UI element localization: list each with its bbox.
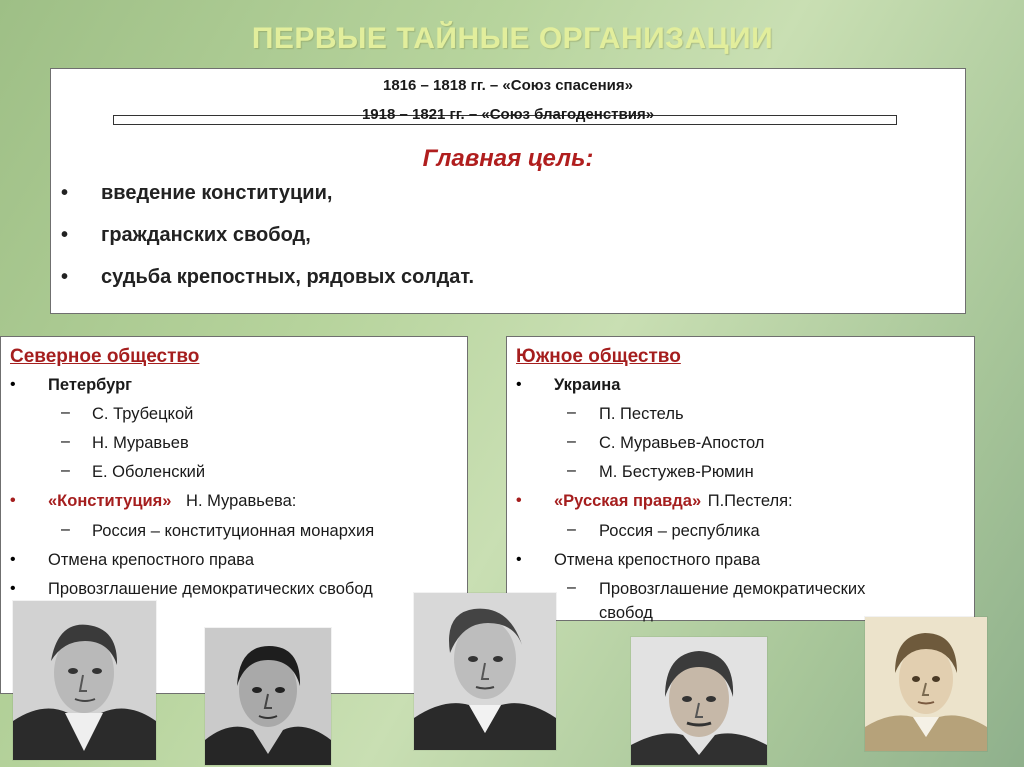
bullet: •: [516, 376, 522, 393]
portrait-trubetskoy: [13, 601, 156, 760]
union-welfare-line: 1918 – 1821 гг. – «Союз благоденствия»: [361, 106, 655, 123]
main-goal-heading: Главная цель:: [422, 145, 594, 172]
portrait-obolensky: [414, 593, 556, 750]
south-city: Украина: [554, 376, 621, 394]
south-document: [554, 491, 793, 511]
dash: –: [567, 433, 576, 450]
dash: –: [61, 404, 70, 421]
south-point-freedoms-2: свобод: [599, 604, 653, 622]
south-society-heading: Южное общество: [516, 346, 681, 367]
dash: –: [567, 404, 576, 421]
north-document: [48, 491, 296, 511]
south-doc-title: «Русская правда»: [554, 492, 702, 510]
dash: –: [567, 521, 576, 538]
top-info-box: 1816 – 1818 гг. – «Союз спасения» 1918 – 1821 гг. – «Союз благоденствия» Главная цель: • введение конституции, • гражданских свобод, • судьба крепостных, рядовых солдат.: [50, 68, 966, 314]
bullet: •: [516, 492, 522, 509]
south-member: М. Бестужев-Рюмин: [599, 463, 754, 481]
south-doc-author: П.Пестеля:: [707, 492, 793, 510]
dash: –: [567, 462, 576, 479]
south-member: С. Муравьев-Апостол: [599, 434, 765, 452]
north-doc-author: Н. Муравьева:: [186, 492, 297, 510]
north-doc-point: Россия – конституционная монархия: [92, 522, 375, 540]
north-society-heading: Северное общество: [10, 346, 200, 367]
dash: –: [567, 579, 576, 596]
north-point-serfdom: Отмена крепостного права: [48, 551, 255, 569]
north-member: С. Трубецкой: [92, 405, 194, 423]
south-point-freedoms-1: Провозглашение демократических: [599, 580, 866, 598]
south-member: П. Пестель: [599, 405, 684, 423]
slide-title: ПЕРВЫЕ ТАЙНЫЕ ОРГАНИЗАЦИИ: [251, 22, 774, 55]
bullet: •: [10, 580, 16, 597]
portrait-pestel: [631, 637, 767, 765]
bullet: •: [10, 551, 16, 568]
bullet: •: [10, 492, 16, 509]
south-doc-point: Россия – республика: [599, 522, 760, 540]
bullet: •: [516, 551, 522, 568]
portrait-drawing: [13, 601, 156, 760]
north-point-freedoms: Провозглашение демократических свобод: [48, 580, 373, 598]
north-member: Н. Муравьев: [92, 434, 189, 452]
dash: –: [61, 433, 70, 450]
dash: –: [61, 462, 70, 479]
portrait-bestuzhev: [865, 617, 987, 751]
north-member: Е. Оболенский: [92, 463, 206, 481]
dash: –: [61, 521, 70, 538]
portrait-muravyov: [205, 628, 331, 765]
portrait-drawing: [414, 593, 556, 750]
bullet: •: [10, 376, 16, 393]
portrait-drawing: [205, 628, 331, 765]
south-point-serfdom: Отмена крепостного права: [554, 551, 761, 569]
portrait-drawing: [631, 637, 767, 765]
south-society-box: [506, 336, 975, 621]
north-doc-title: «Конституция»: [48, 492, 172, 510]
union-salvation-line: 1816 – 1818 гг. – «Союз спасения»: [383, 77, 633, 94]
portrait-drawing: [865, 617, 987, 751]
north-city: Петербург: [48, 376, 133, 394]
